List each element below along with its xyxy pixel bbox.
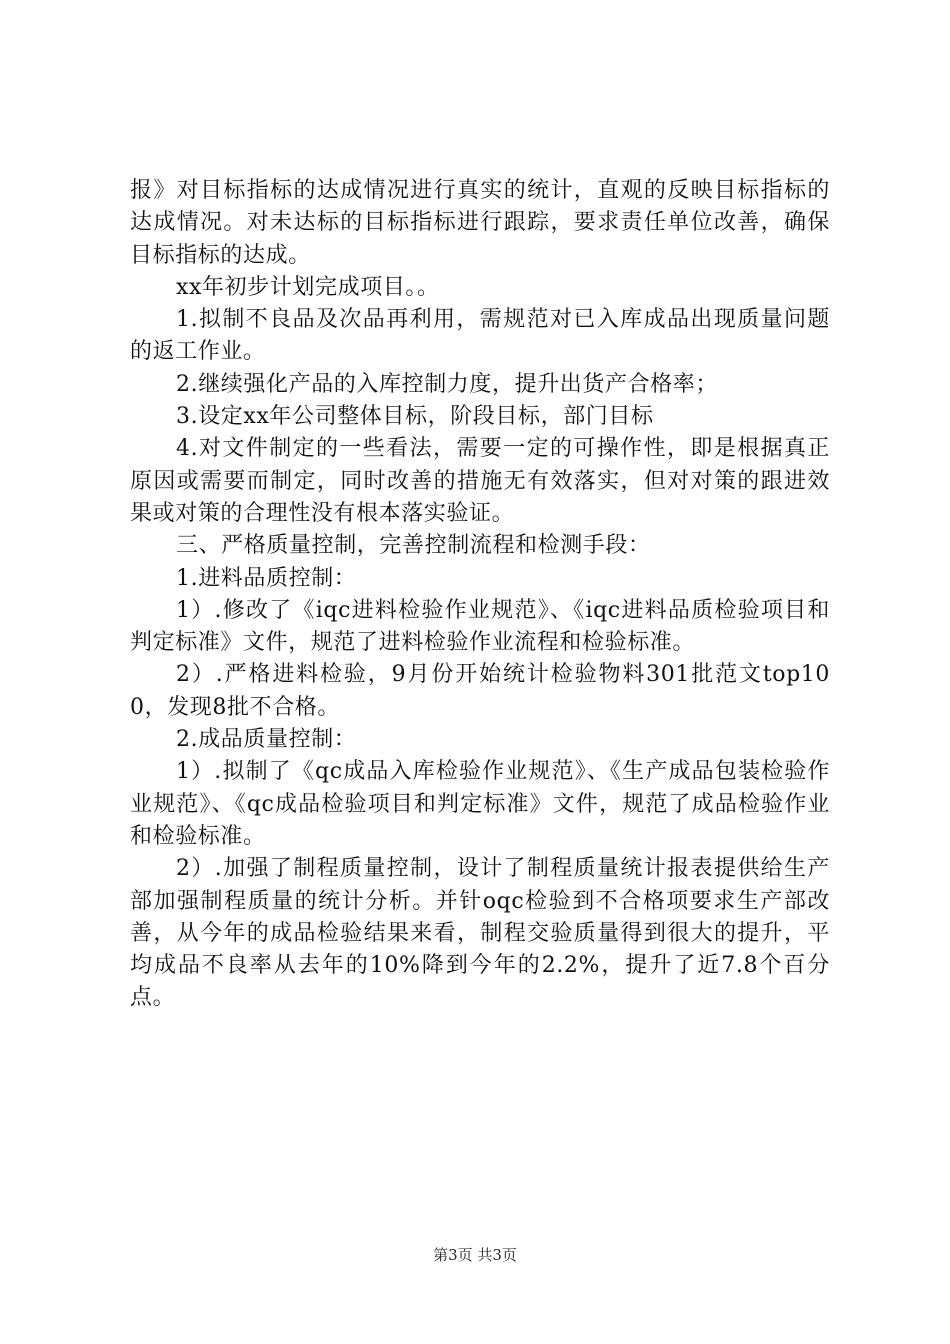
paragraph: 1.拟制不良品及次品再利用，需规范对已入库成品出现质量问题的返工作业。 (130, 307, 830, 365)
paragraph: 报》对目标指标的达成情况进行真实的统计，直观的反映目标指标的达成情况。对未达标的目标指标进行跟踪，要求责任单位改善，确保目标指标的达成。 (130, 178, 830, 268)
page-number: 第3页 共3页 (433, 1246, 517, 1264)
paragraph: 1）.拟制了《qc成品入库检验作业规范》、《生产成品包装检验作业规范》、《qc成品检验项目和判定标准》文件，规范了成品检验作业和检验标准。 (130, 759, 830, 849)
subsection-heading: 2.成品质量控制： (176, 727, 357, 753)
paragraph: 2）.严格进料检验，9月份开始统计检验物料301批范文top100，发现8批不合格。 (130, 662, 830, 720)
page-footer (0, 1244, 950, 1265)
section-heading: 三、严格质量控制，完善控制流程和检测手段： (176, 533, 651, 559)
subsection-heading: 1.进料品质控制： (176, 565, 357, 591)
paragraph: 4.对文件制定的一些看法，需要一定的可操作性，即是根据真正原因或需要而制定，同时改善的措施无有效落实，但对对策的跟进效果或对策的合理性没有根本落实验证。 (130, 436, 830, 526)
paragraph: 2.继续强化产品的入库控制力度，提升出货产合格率； (176, 371, 718, 397)
paragraph: 3.设定xx年公司整体目标，阶段目标，部门目标 (176, 404, 654, 430)
paragraph: 2）.加强了制程质量控制，设计了制程质量统计报表提供给生产部加强制程质量的统计分析。并针oqc检验到不合格项要求生产部改善，从今年的成品检验结果来看，制程交验质量得到很大的提升，平均成品不良率从去年的10%降到今年的2.2%，提升了近7.8个百分点。 (130, 856, 830, 1011)
document-body (130, 175, 830, 1015)
paragraph: 1）.修改了《iqc进料检验作业规范》、《iqc进料品质检验项目和判定标准》文件，规范了进料检验作业流程和检验标准。 (130, 597, 830, 656)
paragraph: xx年初步计划完成项目。。 (176, 274, 440, 300)
